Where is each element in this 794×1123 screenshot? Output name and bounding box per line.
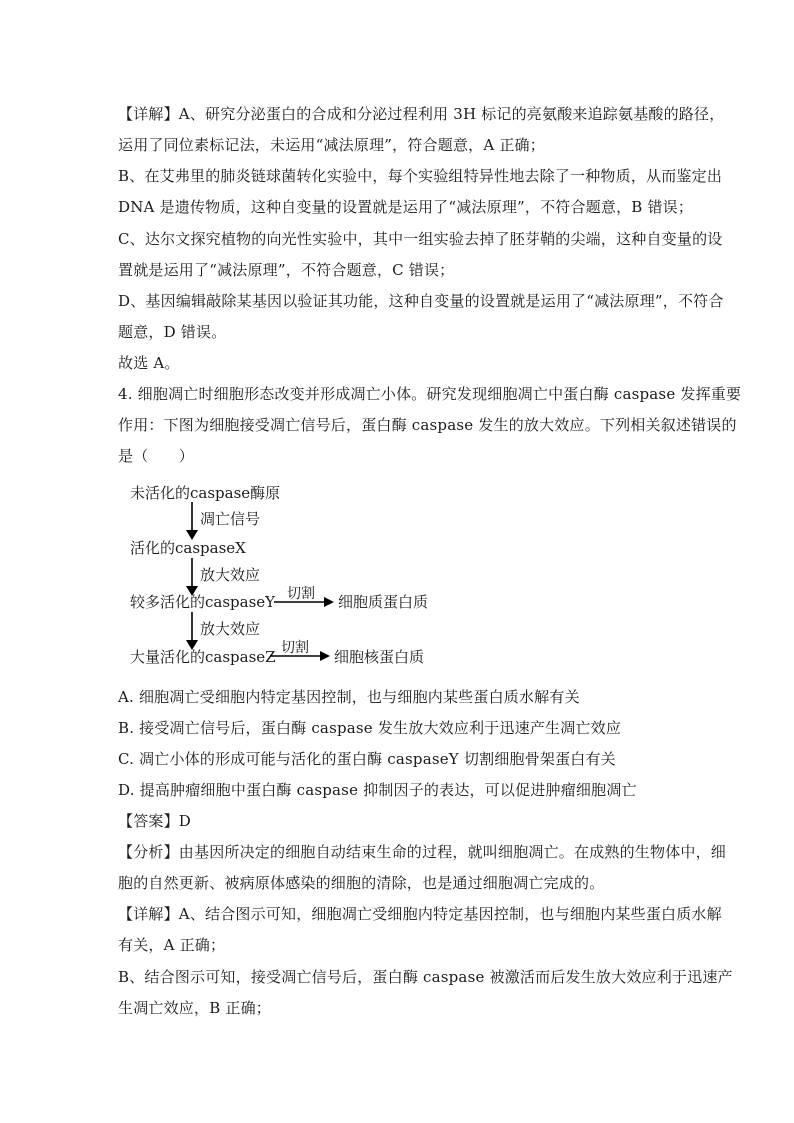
prev-detail-line-6: 置就是运用了“减法原理”，不符合题意，C 错误； [118, 261, 455, 279]
label-cleave-1: 切割 [287, 586, 315, 602]
detail-line-3: B、结合图示可知，接受凋亡信号后，蛋白酶 caspase 被激活而后发生放大效应利于迅速产 [118, 968, 733, 986]
right-arrow-2 [270, 650, 330, 662]
label-amplification-2: 放大效应 [200, 620, 261, 638]
option-d: D. 提高肿瘤细胞中蛋白酶 caspase 抑制因子的表达，可以促进肿瘤细胞凋亡 [118, 781, 637, 799]
analysis-line-1: 【分析】由基因所决定的细胞自动结束生命的过程，就叫细胞凋亡。在成熟的生物体中，细 [118, 843, 727, 861]
analysis-line-2: 胞的自然更新、被病原体感染的细胞的清除，也是通过细胞凋亡完成的。 [118, 874, 605, 892]
node-caspase-z: 大量活化的caspaseZ [130, 648, 276, 666]
detail-line-1: 【详解】A、结合图示可知，细胞凋亡受细胞内特定基因控制，也与细胞内某些蛋白质水解 [118, 905, 722, 923]
node-caspase-y: 较多活化的caspaseY [130, 593, 276, 611]
detail-line-4: 生凋亡效应，B 正确； [118, 999, 271, 1017]
prev-detail-line-2: 运用了同位素标记法，未运用“减法原理”，符合题意，A 正确； [118, 136, 545, 154]
prev-detail-line-5: C、达尔文探究植物的向光性实验中，其中一组实验去掉了胚芽鞘的尖端，这种自变量的设 [118, 230, 723, 248]
prev-detail-line-8: 题意，D 错误。 [118, 323, 227, 341]
right-arrow-1 [274, 596, 334, 608]
answer: 【答案】D [118, 812, 192, 830]
target-nuclear-protein: 细胞核蛋白质 [334, 648, 425, 666]
detail-line-2: 有关，A 正确； [118, 936, 226, 954]
node-active-caspase-x: 活化的caspaseX [130, 539, 246, 557]
question-stem-line-1: 4. 细胞凋亡时细胞形态改变并形成凋亡小体。研究发现细胞凋亡中蛋白酶 caspase 发挥重要 [118, 385, 742, 403]
option-c: C. 凋亡小体的形成可能与活化的蛋白酶 caspaseY 切割细胞骨架蛋白有关 [118, 750, 616, 768]
prev-detail-line-7: D、基因编辑敲除某基因以验证其功能，这种自变量的设置就是运用了“减法原理”，不符合 [118, 292, 724, 310]
label-apoptosis-signal: 凋亡信号 [200, 510, 261, 528]
label-cleave-2: 切割 [281, 640, 309, 656]
option-a: A. 细胞凋亡受细胞内特定基因控制，也与细胞内某些蛋白质水解有关 [118, 688, 580, 706]
down-arrow-2 [186, 558, 198, 596]
prev-conclusion: 故选 A。 [118, 354, 180, 372]
prev-detail-line-1: 【详解】A、研究分泌蛋白的合成和分泌过程利用 3H 标记的亮氨酸来追踪氨基酸的路径， [118, 105, 725, 123]
prev-detail-line-3: B、在艾弗里的肺炎链球菌转化实验中，每个实验组特异性地去除了一种物质，从而鉴定出 [118, 167, 723, 185]
prev-detail-line-4: DNA 是遗传物质，这种自变量的设置就是运用了“减法原理”，不符合题意，B 错误； [118, 198, 694, 216]
node-inactive-procaspase: 未活化的caspase酶原 [130, 484, 281, 502]
down-arrow-3 [186, 612, 198, 650]
label-amplification-1: 放大效应 [200, 566, 261, 584]
down-arrow-1 [186, 502, 198, 540]
question-stem-line-2: 作用：下图为细胞接受凋亡信号后，蛋白酶 caspase 发生的放大效应。下列相关叙述错误的 [118, 416, 737, 434]
question-stem-line-3: 是（ ） [118, 447, 195, 465]
target-cytoplasmic-protein: 细胞质蛋白质 [338, 593, 429, 611]
option-b: B. 接受凋亡信号后，蛋白酶 caspase 发生放大效应利于迅速产生凋亡效应 [118, 719, 622, 737]
